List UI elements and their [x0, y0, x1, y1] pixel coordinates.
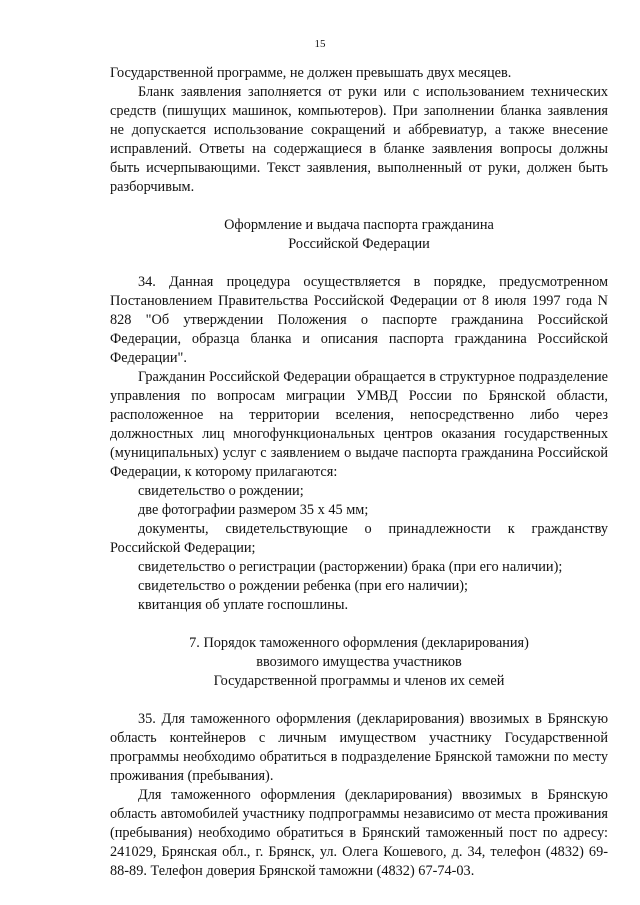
- paragraph-35: 35. Для таможенного оформления (декларирования) ввозимых в Брянскую область контейнеров с личным имуществом участнику Государственной программы необходимо обратиться в подразделение Брянской таможни по месту проживания (пребывания).: [110, 711, 608, 784]
- page-number: 15: [314, 38, 326, 50]
- heading-line: 7. Порядок таможенного оформления (декларирования): [189, 635, 529, 651]
- heading-line: ввозимого имущества участников: [256, 654, 462, 670]
- list-item: две фотографии размером 35 х 45 мм;: [138, 502, 369, 518]
- heading-line: Государственной программы и членов их семей: [213, 673, 505, 689]
- paragraph-34: 34. Данная процедура осуществляется в порядке, предусмотренном Постановлением Правительства Российской Федерации от 8 июля 1997 года N 828 "Об утверждении Положения о паспорте гражданина Российской Федерации, образца бланка и описания паспорта гражданина Российской Федерации".: [110, 274, 608, 366]
- heading-line: Оформление и выдача паспорта гражданина: [224, 217, 494, 233]
- list-item: квитанция об уплате госпошлины.: [138, 597, 349, 613]
- document-list: [110, 482, 608, 615]
- paragraph-automobiles: Для таможенного оформления (декларирования) ввозимых в Брянскую область автомобилей участнику подпрограммы независимо от места проживания (пребывания) необходимо обратиться в Брянский таможенный пост по адресу: 241029, Брянская обл., г. Брянск, ул. Олега Кошевого, д. 34, телефон (4832) 69-88-89. Телефон доверия Брянской таможни (4832) 67-74-03.: [110, 787, 608, 879]
- paragraph-continuation: Государственной программе, не должен превышать двух месяцев.: [110, 65, 512, 81]
- paragraph-citizen: Гражданин Российской Федерации обращается в структурное подразделение управления по вопросам миграции УМВД России по Брянской области, расположенное на территории вселения, непосредственно либо через должностных лиц многофункциональных центров оказания государственных (муниципальных) услуг с заявлением о выдаче паспорта гражданина Российской Федерации, к которому прилагаются:: [110, 369, 608, 480]
- list-item: свидетельство о рождении;: [138, 483, 304, 499]
- list-item: свидетельство о рождении ребенка (при его наличии);: [138, 578, 468, 594]
- heading-line: Российской Федерации: [288, 236, 430, 252]
- section-heading-customs: [110, 634, 608, 691]
- document-body: [110, 64, 608, 881]
- paragraph-application-form: Бланк заявления заполняется от руки или с использованием технических средств (пишущих машинок, компьютеров). При заполнении бланка заявления не допускается использование сокращений и аббревиатур, а также внесение исправлений. Ответы на содержащиеся в бланке заявления вопросы должны быть исчерпывающими. Текст заявления, выполненный от руки, должен быть разборчивым.: [110, 84, 608, 195]
- section-heading-passport: [110, 216, 608, 254]
- list-item: документы, свидетельствующие о принадлежности к гражданству Российской Федерации;: [110, 521, 608, 556]
- list-item: свидетельство о регистрации (расторжении) брака (при его наличии);: [138, 559, 563, 575]
